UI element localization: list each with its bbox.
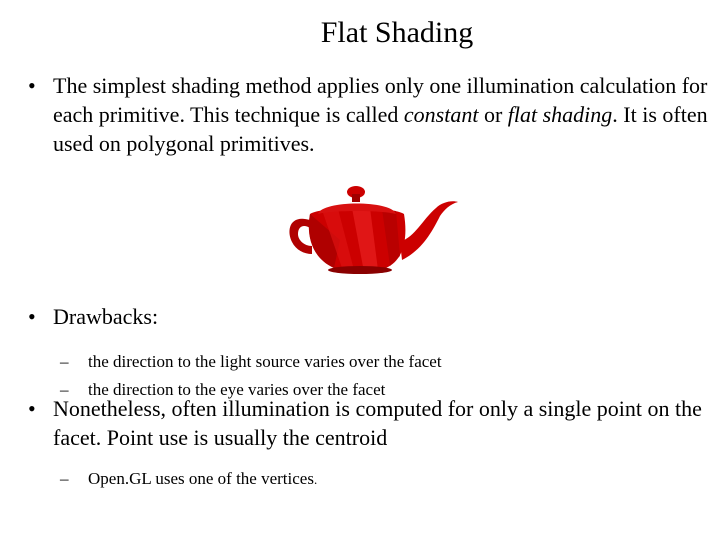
bullet-intro (28, 71, 708, 158)
dash-marker: – (60, 469, 69, 488)
slide-title-wrap (0, 14, 720, 52)
dash-marker: – (60, 380, 69, 399)
teapot-spout (400, 201, 458, 260)
teapot-handle (289, 219, 312, 254)
slide-title: Flat Shading (320, 16, 474, 49)
bullet-nonetheless (28, 394, 708, 494)
teapot-image (282, 180, 466, 278)
sub-item-opengl: – Open.GL uses one of the vertices. (60, 465, 708, 494)
bullet-drawbacks-text: • Drawbacks: (28, 304, 159, 329)
bullet-intro-text: • The simplest shading method applies only one illumination calculation for each primitive. This technique is called constant or flat shading. It is often used on polygonal primitives. (28, 73, 708, 156)
bullet-marker: • (28, 73, 36, 98)
bullet-marker: • (28, 396, 36, 421)
teapot-base (328, 266, 392, 274)
emphasis-flat-shading: flat shading (507, 102, 613, 127)
sub-item-eye-direction: – the direction to the eye varies over the facet (60, 376, 708, 404)
sub-item-light-direction: – the direction to the light source varies over the facet (60, 348, 708, 376)
bullet-drawbacks (28, 302, 708, 404)
dash-marker: – (60, 352, 69, 371)
bullet-marker: • (28, 304, 36, 329)
emphasis-constant: constant (403, 102, 479, 127)
bullet-nonetheless-text: • Nonetheless, often illumination is computed for only a single point on the facet. Point use is usually the centroid (28, 396, 702, 450)
